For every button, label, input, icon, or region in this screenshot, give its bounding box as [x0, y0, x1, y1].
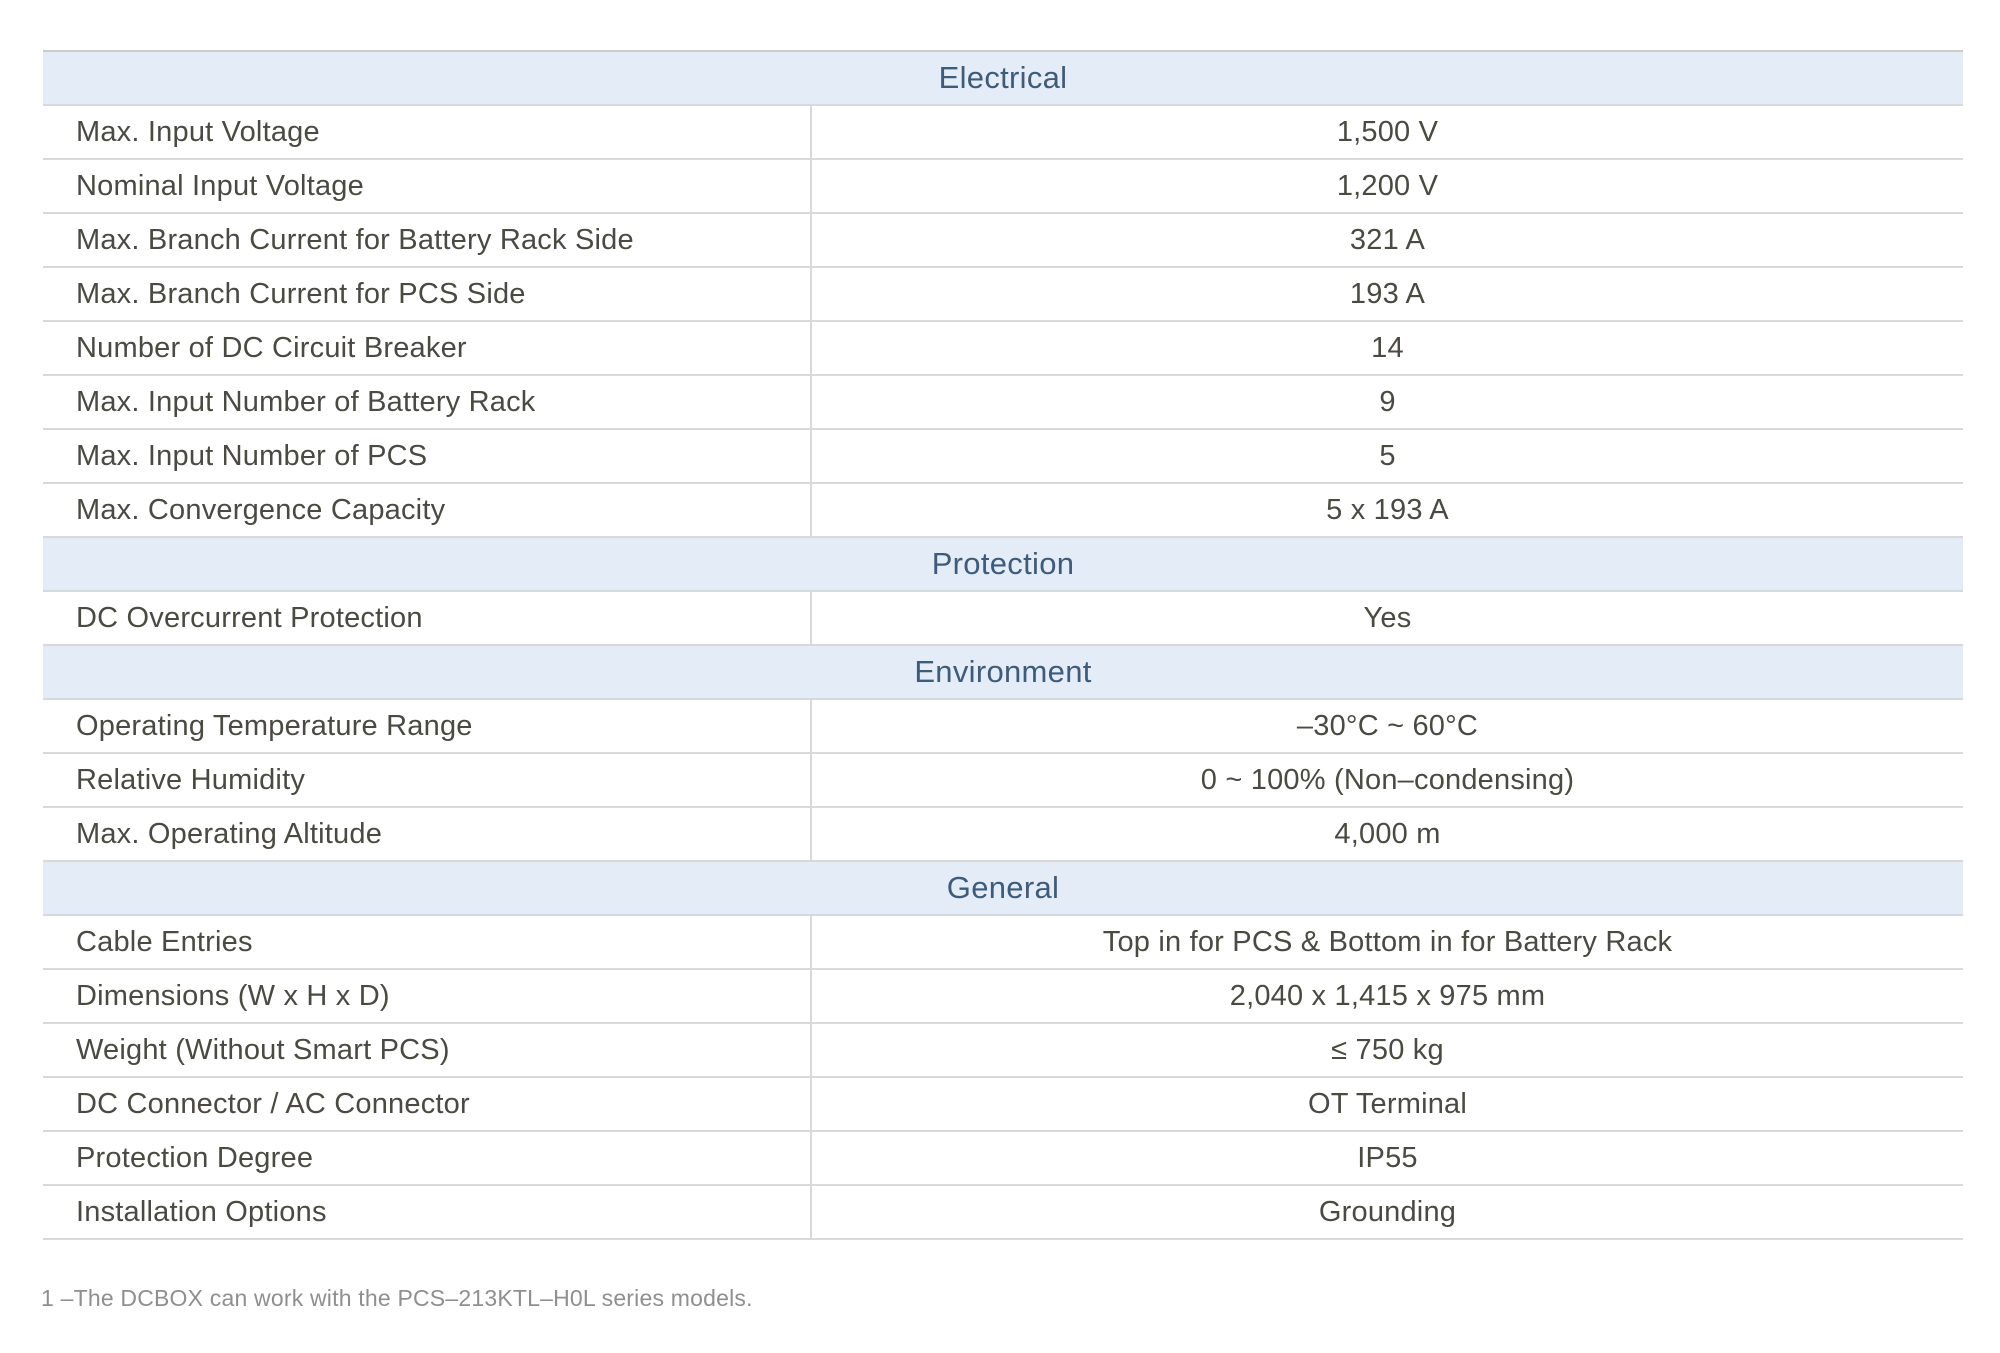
footnote: 1 –The DCBOX can work with the PCS–213KTL–H0L series models. [41, 1285, 753, 1311]
spec-table [43, 50, 1963, 1240]
spec-label: Max. Operating Altitude [43, 808, 812, 860]
spec-value: 9 [1379, 385, 1396, 418]
spec-value: Top in for PCS & Bottom in for Battery Rack [1102, 925, 1673, 958]
spec-value: OT Terminal [1307, 1087, 1468, 1120]
spec-value: ≤ 750 kg [1331, 1033, 1444, 1066]
spec-value: 1,200 V [1336, 169, 1439, 202]
table-row [43, 106, 1963, 160]
spec-value: 4,000 m [1334, 817, 1441, 850]
spec-value: 321 A [1349, 223, 1426, 256]
table-row [43, 484, 1963, 538]
spec-value: Yes [1363, 601, 1412, 634]
spec-value: 5 x 193 A [1326, 493, 1449, 526]
spec-label: Installation Options [43, 1186, 812, 1238]
spec-value: 2,040 x 1,415 x 975 mm [1229, 979, 1546, 1012]
spec-value: –30°C ~ 60°C [1296, 709, 1479, 742]
section-header-protection: Protection [43, 538, 1963, 592]
spec-label: Dimensions (W x H x D) [43, 970, 812, 1022]
table-row [43, 1078, 1963, 1132]
spec-value: 1,500 V [1336, 115, 1439, 148]
spec-value: 5 [1379, 439, 1396, 472]
spec-value: 0 ~ 100% (Non–condensing) [1200, 763, 1575, 796]
spec-value: 14 [1371, 331, 1404, 364]
table-row [43, 592, 1963, 646]
spec-label: Max. Input Number of PCS [43, 430, 812, 482]
table-row [43, 700, 1963, 754]
table-row [43, 376, 1963, 430]
spec-label: Max. Convergence Capacity [43, 484, 812, 536]
table-row [43, 430, 1963, 484]
table-row [43, 160, 1963, 214]
table-row [43, 322, 1963, 376]
spec-label: Weight (Without Smart PCS) [43, 1024, 812, 1076]
spec-label: Protection Degree [43, 1132, 812, 1184]
spec-label: Nominal Input Voltage [43, 160, 812, 212]
section-header-electrical: Electrical [43, 52, 1963, 106]
spec-label: Number of DC Circuit Breaker [43, 322, 812, 374]
spec-value: Grounding [1318, 1195, 1457, 1228]
spec-label: DC Connector / AC Connector [43, 1078, 812, 1130]
spec-label: DC Overcurrent Protection [43, 592, 812, 644]
table-row [43, 916, 1963, 970]
spec-label: Cable Entries [43, 916, 812, 968]
table-row [43, 970, 1963, 1024]
table-row [43, 1186, 1963, 1240]
spec-label: Max. Branch Current for Battery Rack Side [43, 214, 812, 266]
table-row [43, 268, 1963, 322]
table-row [43, 754, 1963, 808]
spec-label: Operating Temperature Range [43, 700, 812, 752]
section-header-environment: Environment [43, 646, 1963, 700]
table-row [43, 214, 1963, 268]
table-row [43, 808, 1963, 862]
spec-label: Relative Humidity [43, 754, 812, 806]
table-row [43, 1024, 1963, 1078]
spec-label: Max. Input Number of Battery Rack [43, 376, 812, 428]
table-row [43, 1132, 1963, 1186]
section-header-general: General [43, 862, 1963, 916]
spec-label: Max. Branch Current for PCS Side [43, 268, 812, 320]
spec-value: 193 A [1349, 277, 1426, 310]
spec-label: Max. Input Voltage [43, 106, 812, 158]
spec-value: IP55 [1357, 1141, 1418, 1174]
